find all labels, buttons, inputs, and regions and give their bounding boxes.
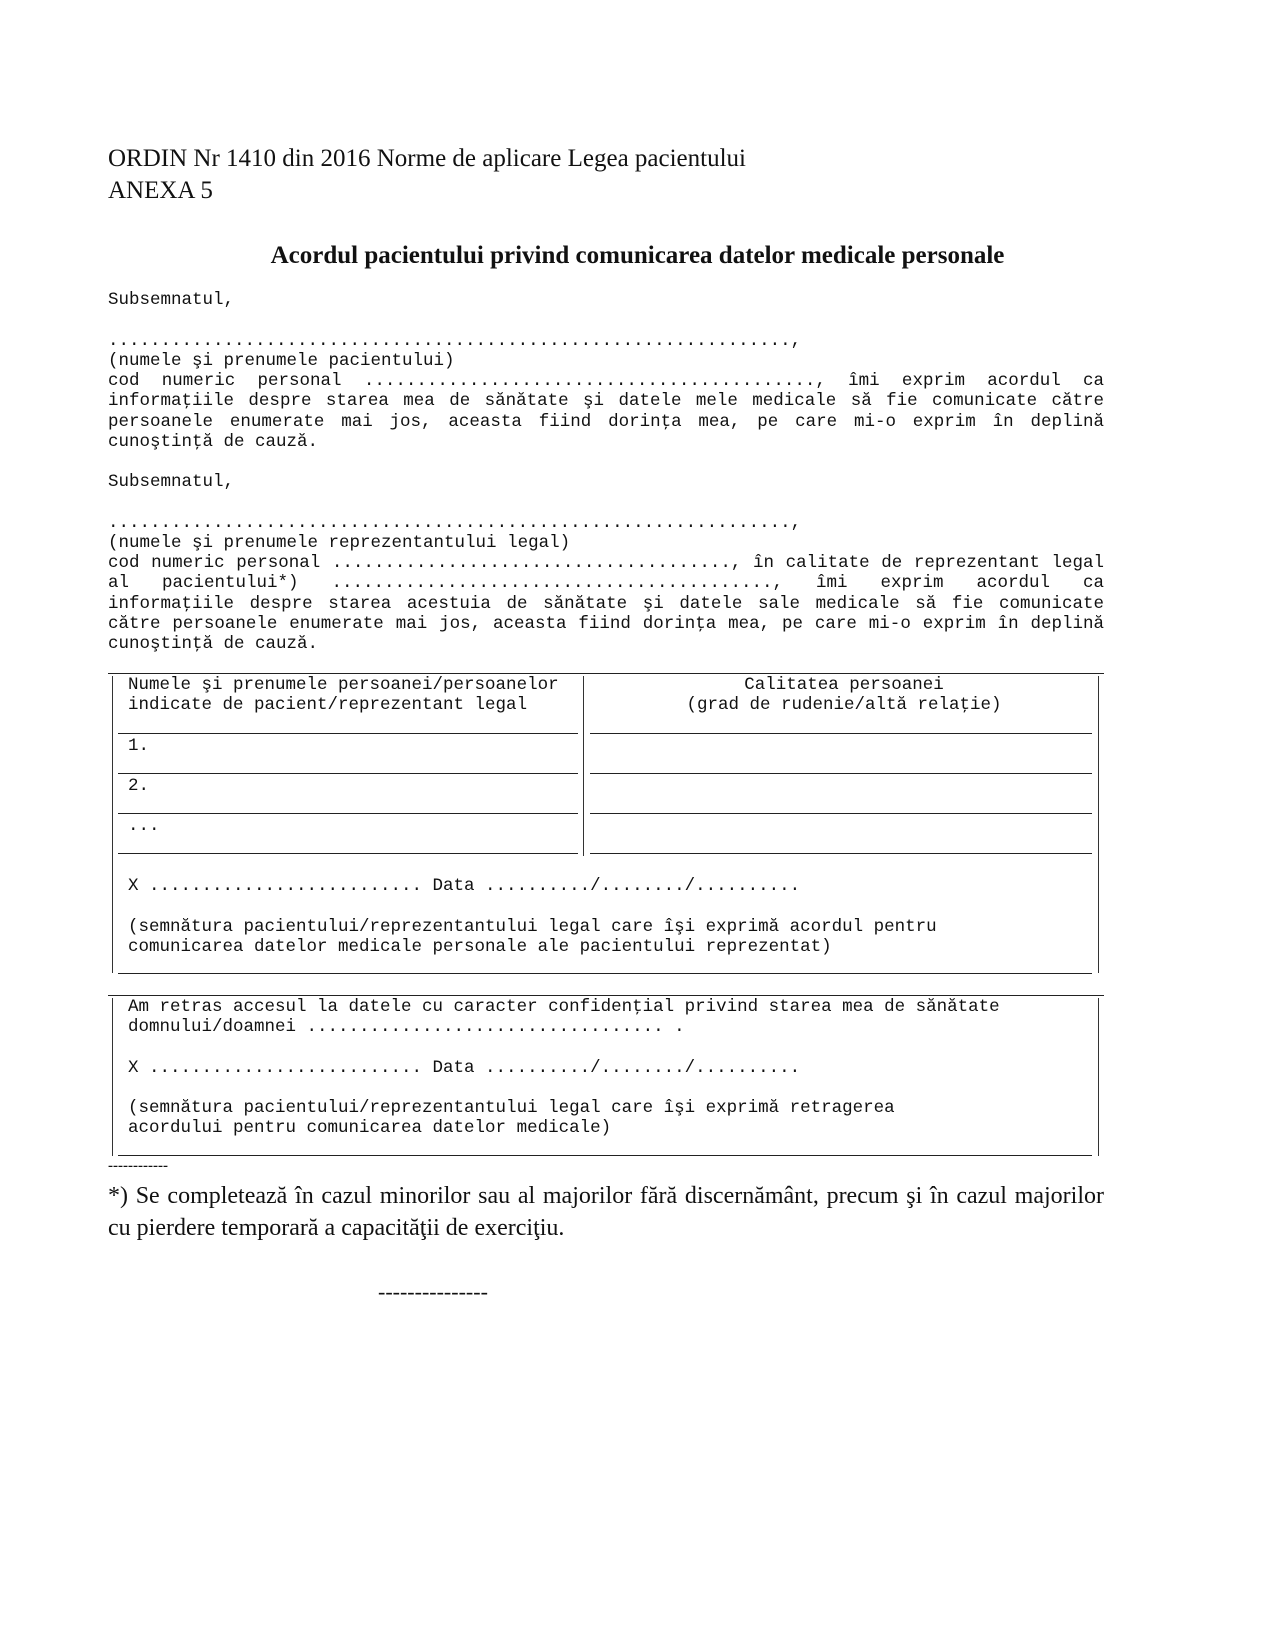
annex-label: ANEXA 5	[108, 177, 213, 204]
table-row-1-name[interactable]: 1.	[128, 736, 150, 756]
table-left-border	[112, 676, 113, 973]
footnote-text: *) Se completează în cazul minorilor sau al majorilor fără discernământ, precum şi în cazul majorilor cu pierdere temporară a capacităţii de exerciţiu.	[108, 1183, 1104, 1241]
col2-header-line1: Calitatea persoanei	[744, 675, 944, 695]
table-bottom-border	[118, 973, 1092, 974]
table-top-border	[108, 673, 1104, 674]
representative-consent-text: cod numeric personal ......................................, în calitate de reprezentant legal al pacientului*) .........................................., îmi exprim acordul ca informaţiile despre starea acestuia de sănătate şi datele sale medicale să fie comunicate către persoanele enumerate mai jos, aceasta fiind dorinţa mea, pe care mi-o exprim în deplină cunoştinţă de cauză.	[108, 553, 1104, 655]
order-reference: ORDIN Nr 1410 din 2016 Norme de aplicare Legea pacientului	[108, 145, 746, 172]
representative-label: Subsemnatul,	[108, 472, 235, 492]
withdrawal-text-1: Am retras accesul la datele cu caracter confidenţial privind starea mea de sănătate	[128, 997, 1000, 1017]
table-row-2-name[interactable]: 2.	[128, 776, 150, 796]
withdrawal-signature-line[interactable]: X .......................... Data ........../......../..........	[128, 1058, 801, 1078]
col1-header-line2: indicate de pacient/reprezentant legal	[128, 695, 528, 715]
patient-consent-text: cod numeric personal ..........................................., îmi exprim acordul ca informaţiile despre starea mea de sănătate şi datele mele medicale să fie comunicate către persoanele enumerate mai jos, aceasta fiind dorinţa mea, pe care mi-o exprim în deplină cunoştinţă de cauză.	[108, 371, 1104, 452]
col2-header-line2: (grad de rudenie/altă relaţie)	[686, 695, 1002, 715]
table-right-border	[1098, 676, 1099, 973]
table-row-3-name[interactable]: ...	[128, 816, 160, 836]
withdrawal-signature-caption-2: acordului pentru comunicarea datelor medicale)	[128, 1118, 612, 1138]
consent-signature-caption-2: comunicarea datelor medicale personale ale pacientului reprezentat)	[128, 937, 832, 957]
withdrawal-signature-caption-1: (semnătura pacientului/reprezentantului legal care îşi exprimă retragerea	[128, 1098, 895, 1118]
patient-label: Subsemnatul,	[108, 290, 235, 310]
patient-name-hint: (numele şi prenumele pacientului)	[108, 351, 455, 371]
consent-signature-caption-1: (semnătura pacientului/reprezentantului legal care îşi exprimă acordul pentru	[128, 917, 937, 937]
representative-name-field[interactable]: .................................................................,	[108, 513, 802, 533]
col1-header-line1: Numele şi prenumele persoanei/persoanelor	[128, 675, 559, 695]
patient-name-field[interactable]: .................................................................,	[108, 331, 802, 351]
representative-name-hint: (numele şi prenumele reprezentantului legal)	[108, 533, 571, 553]
end-rule: ---------------	[378, 1279, 488, 1304]
consent-signature-line[interactable]: X .......................... Data ........../......../..........	[128, 876, 801, 896]
table-column-divider	[583, 676, 584, 856]
footnote-rule: ------------	[108, 1158, 168, 1174]
withdrawal-text-2: domnului/doamnei .................................. .	[128, 1017, 685, 1037]
page-title: Acordul pacientului privind comunicarea datelor medicale personale	[270, 242, 1005, 269]
